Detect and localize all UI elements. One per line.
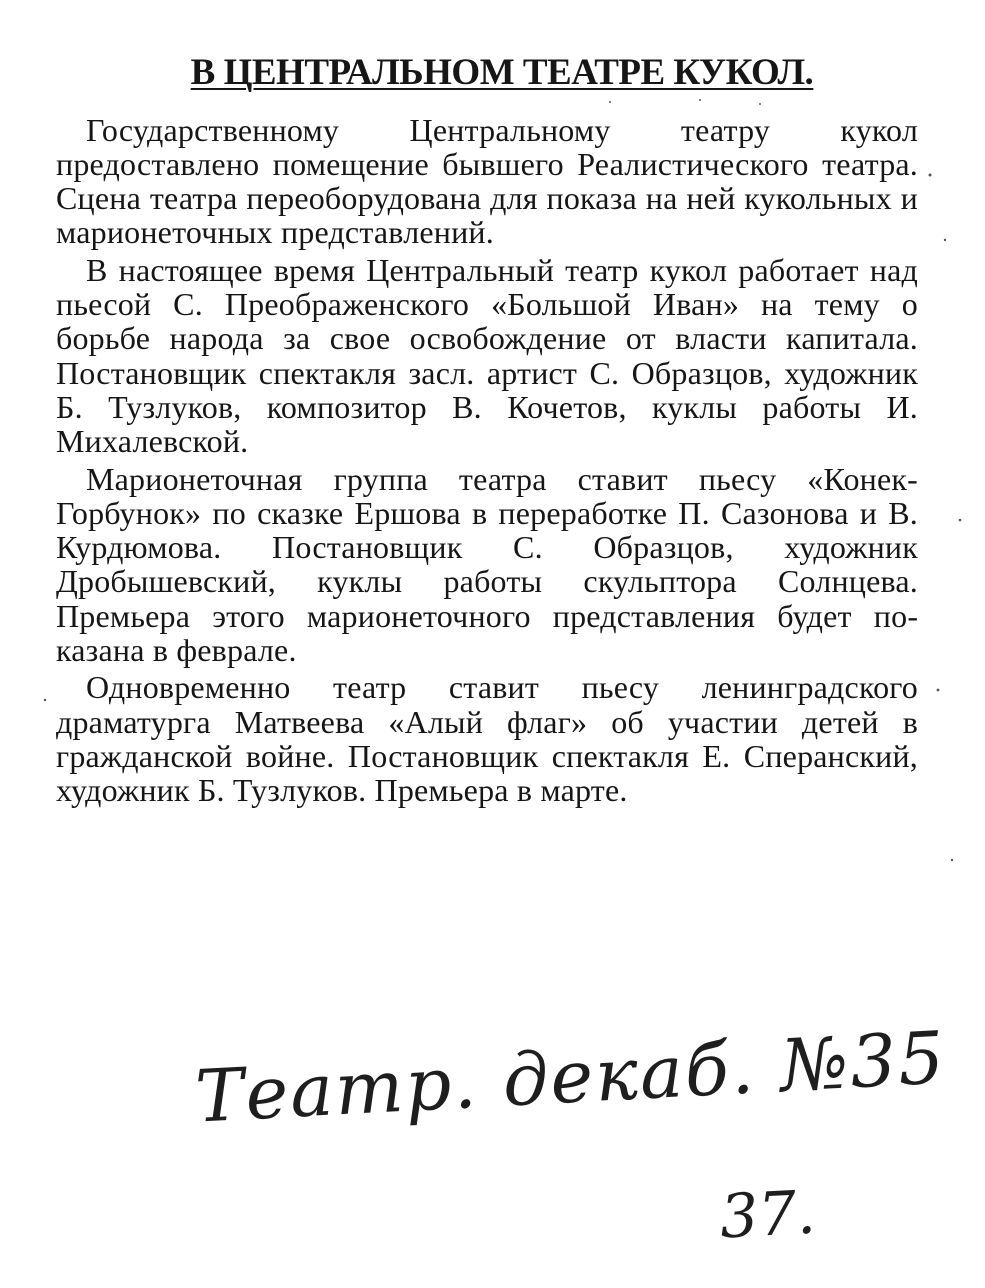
article-body xyxy=(56,113,918,808)
article-paragraph-3: Марионеточная группа театра ставит пьесу «Конек-Горбунок» по сказке Ершова в переработке П. Сазонова и В. Курдюмова. Постановщик С. Образцов, художник Дробышевский, куклы работы скульптора Солнцева. Премьера этого марионеточного представления будет показана в феврале. xyxy=(56,460,918,668)
article-paragraph-1: Государственному Центральному театру кукол предоставлено помещение бывшего Реалистического театра. Сцена театра переоборудована для показа на ней кукольных и марионеточных представлений. xyxy=(56,111,918,251)
handwritten-number: 37. xyxy=(718,1177,818,1253)
article-paragraph-4: Одновременно театр ставит пьесу ленинградского драматурга Матвеева «Алый флаг» об участии детей в гражданской войне. Постановщик спектакля Е. Сперанский, художник Б. Тузлуков. Премьера в марте. xyxy=(56,669,918,809)
newspaper-clipping xyxy=(56,52,918,807)
article-headline: В ЦЕНТРАЛЬНОМ ТЕАТРЕ КУКОЛ. xyxy=(190,52,814,93)
article-paragraph-2: В настоящее время Центральный театр кукол работает над пьесой С. Преображенского «Большой Иван» на тему о борьбе народа за свое освобождение от власти капитала. Постановщик спектакля засл. артист С. Образцов, художник Б. Тузлуков, композитор В. Кочетов, куклы работы И. Михалевской. xyxy=(56,251,918,460)
handwritten-note: Театр. декаб. №35 xyxy=(193,1015,949,1139)
